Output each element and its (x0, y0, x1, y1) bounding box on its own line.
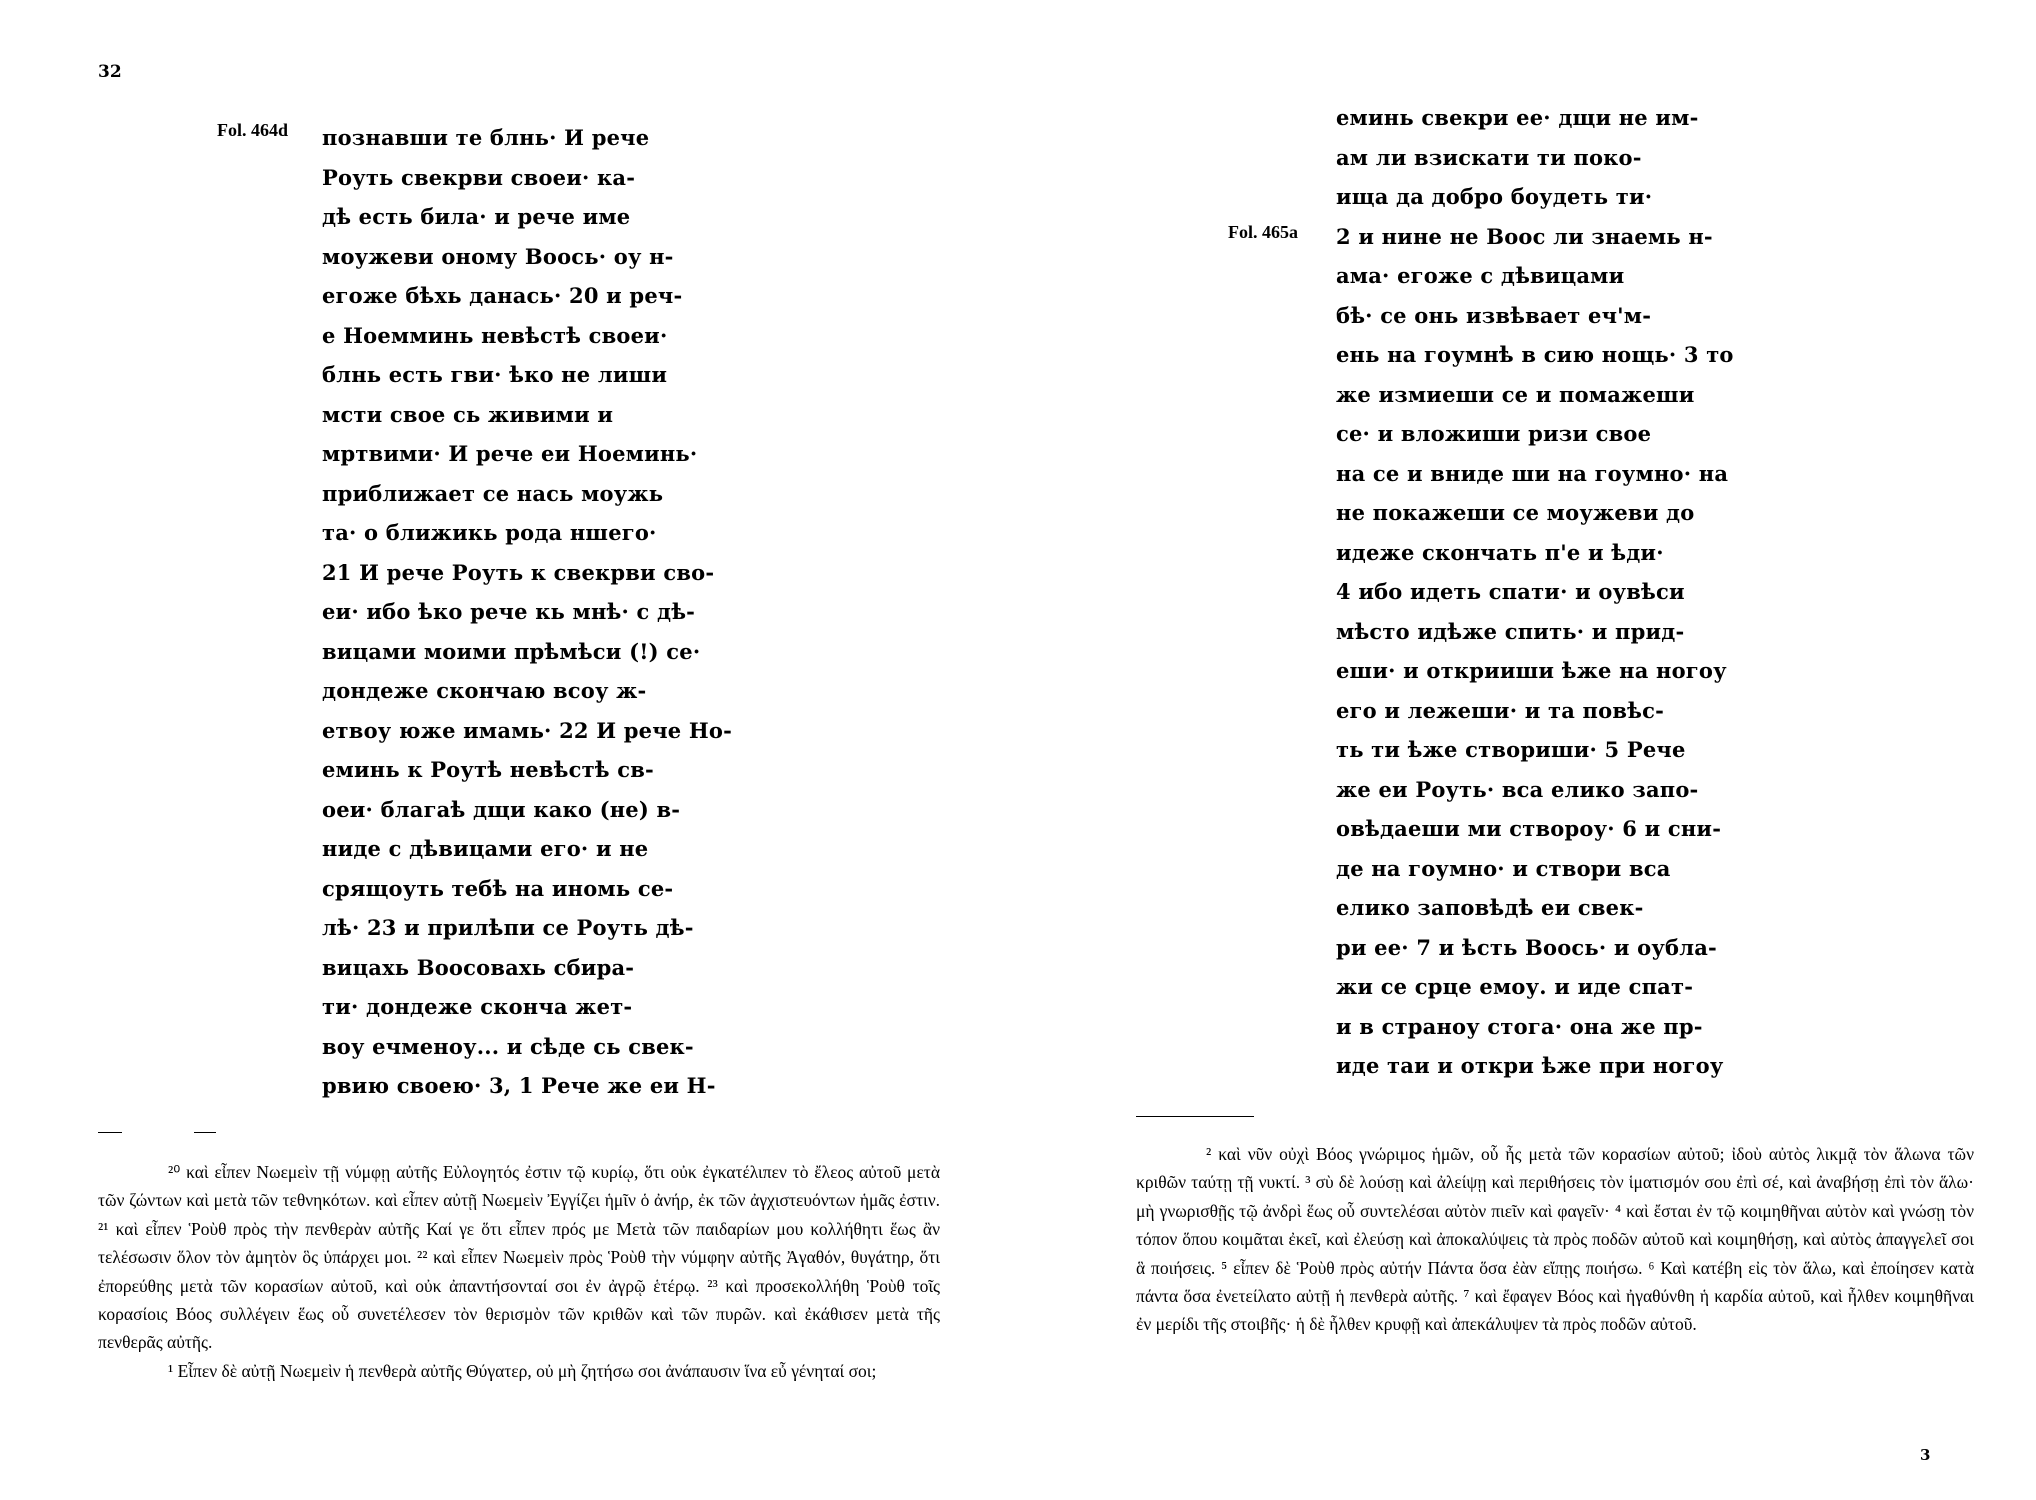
text-line: мѣсто идѣже спить· и прид- (1336, 618, 1685, 644)
slavonic-text-column (322, 118, 732, 1106)
text-line: та· о ближикь рода ншего· (322, 520, 657, 545)
text-line: ри ее· 7 и ѣсть Воось· и оубла- (1336, 934, 1717, 960)
footnote-paragraph: ²⁰ καὶ εἶπεν Νωεμεὶν τῇ νύμφῃ αὐτῆς Εὐλογητός ἐστιν τῷ κυρίῳ, ὅτι οὐκ ἐγκατέλιπεν τὸ ἔλεος αὐτοῦ μετὰ τῶν ζώντων καὶ μετὰ τῶν τεθνηκότων. καὶ εἶπεν αὐτῇ Νωεμεὶν Ἐγγίζει ἡμῖν ὁ ἀνήρ, ἐκ τῶν ἀγχιστευόντων ἡμᾶς ἐστιν. ²¹ καὶ εἶπεν Ῥοὺθ πρὸς τὴν πενθερὰν αὐτῆς Καί γε ὅτι εἶπεν πρός με Μετὰ τῶν παιδαρίων μου κολλήθητι ἕως ἂν τελέσωσιν ὅλον τὸν ἀμητὸν ὃς ὑπάρχει μοι. ²² καὶ εἶπεν Νωεμεὶν πρὸς Ῥοὺθ τὴν νύμφην αὐτῆς Ἀγαθόν, θυγάτηρ, ὅτι ἐπορεύθης μετὰ τῶν κορασίων αὐτοῦ, καὶ οὐκ ἀπαντήσονταί σοι ἐν ἀγρῷ ἑτέρῳ. ²³ καὶ προσεκολλήθη Ῥοὺθ τοῖς κορασίοις Βόος συλλέγειν ἕως οὗ συνετέλεσεν τὸν θερισμὸν τῶν κριθῶν καὶ τῶν πυρῶν. καὶ ἐκάθισεν μετὰ τῆς πενθερᾶς αὐτῆς. (98, 1162, 940, 1353)
greek-footnotes (98, 1158, 940, 1385)
text-line: ниде с дѣвицами его· и не (322, 836, 649, 861)
text-line: идеже скончать п'е и ѣди· (1336, 539, 1664, 565)
text-line: иде таи и откри ѣже при ногоу (1336, 1053, 1724, 1078)
signature-mark: 3 (1920, 1446, 1931, 1464)
text-line: дѣ есть била· и рече име (322, 204, 631, 229)
text-line: не покажеши се моужеви до (1336, 500, 1695, 525)
text-line: приближает се нась моужь (322, 480, 664, 506)
text-line: 4 ибо идеть спати· и оувѣси (1336, 579, 1685, 604)
text-line: егоже бѣхь данась· 20 и реч- (322, 283, 683, 308)
text-line: 2 и нине не Воос ли знаемь н- (1336, 223, 1713, 249)
text-line: бѣ· се онь извѣвает еч'м- (1336, 302, 1652, 328)
text-line: де на гоумно· и створи вса (1336, 855, 1671, 881)
text-line: вицахь Воосовахь сбира- (322, 954, 635, 980)
text-line: мсти свое сь живими и (322, 401, 614, 427)
text-line: еи· ибо ѣко рече кь мнѣ· с дѣ- (322, 599, 696, 624)
footnote-paragraph: ² καὶ νῦν οὐχὶ Βόος γνώριμος ἡμῶν, οὗ ἦς μετὰ τῶν κορασίων αὐτοῦ; ἰδοὺ αὐτὸς λικμᾷ τὸν ἅλωνα τῶν κριθῶν ταύτῃ τῇ νυκτί. ³ σὺ δὲ λούσῃ καὶ ἀλείψῃ καὶ περιθήσεις τὸν ἱματισμόν σου ἐπὶ σέ, καὶ ἀναβήσῃ ἐπὶ τὸν ἅλω· μὴ γνωρισθῇς τῷ ἀνδρὶ ἕως οὗ συντελέσαι αὐτὸν πιεῖν καὶ φαγεῖν· ⁴ καὶ ἔσται ἐν τῷ κοιμηθῆναι αὐτὸν καὶ γνώσῃ τὸν τόπον ὅπου κοιμᾶται ἐκεῖ, καὶ ἐλεύσῃ καὶ ἀποκαλύψεις τὰ πρὸς ποδῶν αὐτοῦ καὶ κοιμηθήσῃ, καὶ αὐτὸς ἀπαγγελεῖ σοι ἃ ποιήσεις. ⁵ εἶπεν δὲ Ῥοὺθ πρὸς αὐτήν Πάντα ὅσα ἐὰν εἴπῃς ποιήσω. ⁶ Καὶ κατέβη εἰς τὸν ἅλω, καὶ ἐποίησεν κατὰ πάντα ὅσα ἐνετείλατο αὐτῇ ἡ πενθερὰ αὐτῆς. ⁷ καὶ ἔφαγεν Βόος καὶ ἠγαθύνθη ἡ καρδία αὐτοῦ, καὶ ἦλθεν κοιμηθῆναι ἐν μερίδι τῆς στοιβῆς· ἡ δὲ ἦλθεν κρυφῇ καὶ ἀπεκάλυψεν τὰ πρὸς ποδῶν αὐτοῦ. (1136, 1144, 1974, 1335)
text-line: елико заповѣдѣ еи свек- (1336, 895, 1644, 920)
text-line: его и лежеши· и та повѣс- (1336, 697, 1664, 723)
text-line: моужеви оному Воось· оу н- (322, 243, 674, 269)
text-line: ти· дондеже скончa жет- (322, 994, 633, 1019)
folio-marker: Fol. 464d (217, 120, 289, 140)
text-line: 21 И рече Роуть к свекрви сво- (322, 559, 715, 585)
text-line: же измиеши се и помажеши (1336, 381, 1695, 407)
text-line: блнь есть гви· ѣко не лиши (322, 362, 668, 387)
text-line: мртвими· И рече еи Ноеминь· (322, 441, 698, 466)
text-line: еши· и открииши ѣже на ногоу (1336, 658, 1727, 683)
text-line: воу ечменоу... и сѣде сь свек- (322, 1033, 694, 1059)
text-line: ища да добро боудеть ти· (1336, 184, 1653, 209)
text-line: овѣдаеши ми створоу· 6 и сни- (1336, 816, 1722, 841)
text-line: лѣ· 23 и прилѣпи се Роуть дѣ- (322, 915, 694, 940)
footnote-rule (1136, 1116, 1254, 1117)
text-line: етвоу юже имамь· 22 И рече Но- (322, 717, 733, 743)
text-line: дондеже скончаю всоу ж- (322, 678, 647, 703)
text-line: вицами моими прѣмѣси (!) се· (322, 638, 701, 664)
text-line: на се и вниде ши на гоумно· на (1336, 460, 1729, 486)
footnote-paragraph: ¹ Εἶπεν δὲ αὐτῇ Νωεμεὶν ἡ πενθερὰ αὐτῆς Θύγατερ, οὐ μὴ ζητήσω σοι ἀνάπαυσιν ἵνα εὖ γένηταί σοι; (168, 1360, 877, 1381)
text-line: оеи· благаѣ дщи како (не) в- (322, 796, 681, 822)
text-line: же еи Роуть· вса елико запо- (1336, 776, 1699, 802)
text-line: рвию своею· 3, 1 Рече же еи Н- (322, 1073, 716, 1098)
text-line: жи се срце емоу. и иде спат- (1336, 974, 1694, 999)
text-line: ама· егоже с дѣвицами (1336, 263, 1625, 288)
text-line: ть ти ѣже створиши· 5 Рече (1336, 737, 1686, 762)
footnote-rule (98, 1132, 122, 1133)
page-number: 32 (98, 62, 122, 82)
text-line: Роуть свекрви своеи· ка- (322, 164, 636, 190)
text-line: срящоуть тебѣ на иномь се- (322, 875, 674, 901)
text-line: е Ноемминь невѣстѣ своеи· (322, 322, 668, 348)
right-page (1018, 0, 2036, 1500)
text-line: се· и вложиши ризи свое (1336, 421, 1652, 446)
text-line: еминь свекри ее· дщи не им- (1336, 105, 1699, 130)
text-line: познавши те блнь· И рече (322, 125, 650, 150)
greek-footnotes (1136, 1140, 1974, 1339)
text-line: еминь к Роутѣ невѣстѣ св- (322, 757, 654, 782)
slavonic-text-column (1336, 98, 1734, 1086)
footnote-rule (194, 1132, 216, 1133)
folio-marker: Fol. 465a (1228, 222, 1298, 242)
text-line: и в страноу стога· она же пр- (1336, 1013, 1703, 1039)
text-line: ам ли взискати ти поко- (1336, 144, 1642, 170)
text-line: ень на гоумнѣ в сию нощь· 3 то (1336, 342, 1734, 367)
